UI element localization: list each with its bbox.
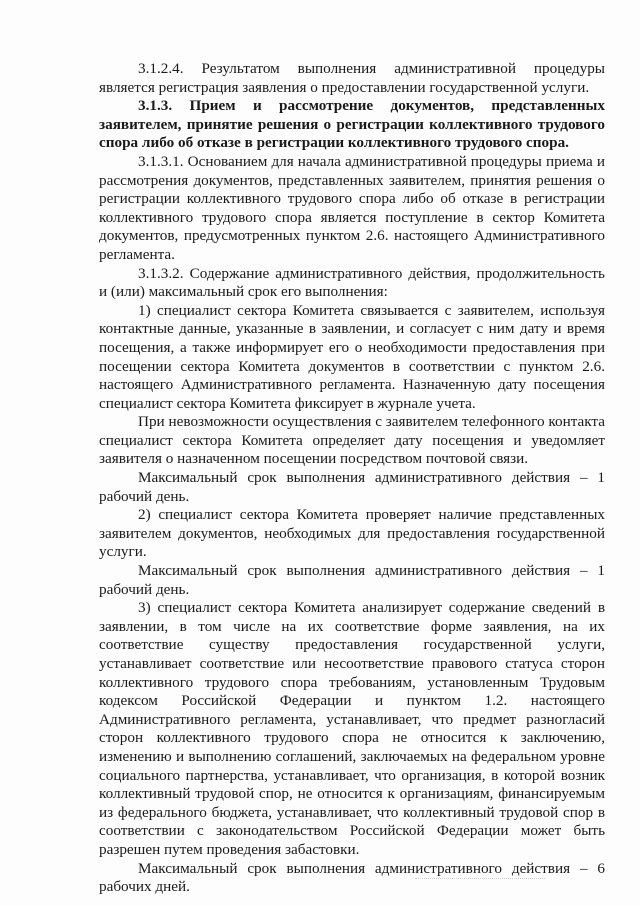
paragraph-3-1-2-4: 3.1.2.4. Результатом выполнения административной процедуры является регистрация заявления о предоставлении государственной услуги. — [99, 60, 605, 96]
scan-artifact — [415, 878, 545, 881]
paragraph-no-contact: При невозможности осуществления с заявителем телефонного контакта специалист сектора Комитета определяет дату посещения и уведомляет заявителя о назначенном посещении посредством почтовой связи. — [99, 413, 605, 468]
paragraph-3-1-3-1: 3.1.3.1. Основанием для начала административной процедуры приема и рассмотрения документов, представленных заявителем, принятия решения о регистрации коллективного трудового спора либо об отказе в регистрации коллективного трудового спора является поступление в сектор Комитета документов, предусмотренных пунктом 2.6. настоящего Административного регламента. — [99, 152, 605, 263]
list-item-3: 3) специалист сектора Комитета анализирует содержание сведений в заявлении, в том числе на их соответствие форме заявления, на их соответствие существу предоставления государственной услуги, устанавливает соответствие или несоответствие правового статуса сторон коллективного трудового спора требованиям, установленным Трудовым кодексом Российской Федерации и пунктом 1.2. настоящего Административного регламента, устанавливает, что предмет разногласий сторон коллективного трудового спора не относится к заключению, изменению и выполнению соглашений, заключаемых на федеральном уровне социального партнерства, устанавливает, что организация, в которой возник коллективный трудовой спор, не относится к организациям, финансируемым из федерального бюджета, устанавливает, что коллективный трудовой спор в соответствии с законодательством Российской Федерации может быть разрешен путем проведения забастовки. — [99, 599, 605, 858]
list-item-2: 2) специалист сектора Комитета проверяет наличие представленных заявителем документов, необходимых для предоставления государственной услуги. — [99, 506, 605, 561]
deadline-note-2: Максимальный срок выполнения административного действия – 1 рабочий день. — [99, 562, 605, 598]
deadline-note-3: Максимальный срок выполнения административного действия – 6 рабочих дней. — [99, 859, 605, 896]
document-body — [99, 60, 605, 897]
paragraph-3-1-3-2: 3.1.3.2. Содержание административного действия, продолжительность и (или) максимальный срок его выполнения: — [99, 264, 605, 301]
list-item-1: 1) специалист сектора Комитета связывается с заявителем, используя контактные данные, указанные в заявлении, и согласует с ним дату и время посещения, а также информирует его о необходимости предоставления при посещении сектора Комитета документов в соответствии с пунктом 2.6. настоящего Административного регламента. Назначенную дату посещения специалист сектора Комитета фиксирует в журнале учета. — [99, 301, 605, 412]
deadline-note-1: Максимальный срок выполнения административного действия – 1 рабочий день. — [99, 469, 605, 505]
section-heading-3-1-3: 3.1.3. Прием и рассмотрение документов, представленных заявителем, принятие решения о регистрации коллективного трудового спора либо об отказе в регистрации коллективного трудового спора. — [99, 97, 605, 152]
